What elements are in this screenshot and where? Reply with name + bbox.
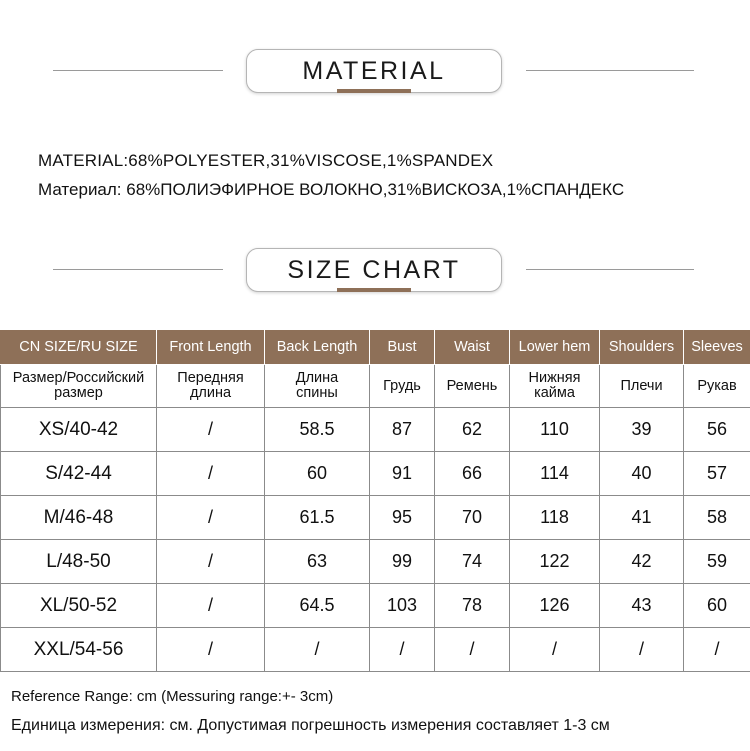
- cell-size: L/48-50: [1, 540, 157, 584]
- cell-sleeves: 57: [684, 452, 750, 496]
- cell-front-length: /: [157, 408, 265, 452]
- material-composition-ru: Материал: 68%ПОЛИЭФИРНОЕ ВОЛОКНО,31%ВИСКОЗА,1%СПАНДЕКС: [38, 180, 625, 199]
- measurement-unit-note: Единица измерения: см. Допустимая погрешность измерения составляет 1-3 см: [11, 717, 610, 734]
- cell-waist: /: [435, 628, 510, 672]
- cell-sleeves: 56: [684, 408, 750, 452]
- header-ru-sleeves: [684, 365, 750, 408]
- cell-waist: 78: [435, 584, 510, 628]
- cell-back-length: 60: [265, 452, 370, 496]
- cell-lower-hem: /: [510, 628, 600, 672]
- cell-front-length: /: [157, 628, 265, 672]
- cell-shoulders: 39: [600, 408, 684, 452]
- header-ru-line: Длина: [295, 370, 339, 386]
- cell-back-length: 58.5: [265, 408, 370, 452]
- header-size: CN SIZE/RU SIZE: [1, 330, 157, 365]
- cell-back-length: 61.5: [265, 496, 370, 540]
- header-front-length: Front Length: [157, 330, 265, 365]
- header-ru-line: Рукав: [697, 377, 737, 394]
- cell-back-length: 63: [265, 540, 370, 584]
- cell-bust: 95: [370, 496, 435, 540]
- table-row: [1, 540, 750, 584]
- header-ru-shoulders: [600, 365, 684, 408]
- cell-lower-hem: 114: [510, 452, 600, 496]
- header-ru-back-length: [265, 365, 370, 408]
- header-ru-line: длина: [189, 385, 232, 401]
- header-sleeves: Sleeves: [684, 330, 750, 365]
- header-back-length: Back Length: [265, 330, 370, 365]
- material-title: MATERIAL: [246, 49, 502, 93]
- header-shoulders: Shoulders: [600, 330, 684, 365]
- cell-bust: 99: [370, 540, 435, 584]
- cell-shoulders: /: [600, 628, 684, 672]
- material-header: [0, 49, 750, 109]
- cell-front-length: /: [157, 540, 265, 584]
- header-ru-line: Нижняя: [528, 370, 581, 386]
- header-ru-lower-hem: [510, 365, 600, 408]
- cell-bust: /: [370, 628, 435, 672]
- cell-lower-hem: 110: [510, 408, 600, 452]
- title-underline: [337, 89, 411, 93]
- header-ru-size: [1, 365, 157, 408]
- cell-waist: 66: [435, 452, 510, 496]
- header-ru-line: спины: [296, 385, 338, 401]
- cell-size: S/42-44: [1, 452, 157, 496]
- table-row: [1, 452, 750, 496]
- table-header-row-en: [1, 330, 750, 365]
- table-row: [1, 628, 750, 672]
- cell-bust: 91: [370, 452, 435, 496]
- header-ru-waist: [435, 365, 510, 408]
- cell-size: M/46-48: [1, 496, 157, 540]
- header-bust: Bust: [370, 330, 435, 365]
- cell-front-length: /: [157, 452, 265, 496]
- cell-sleeves: 60: [684, 584, 750, 628]
- header-ru-line: размер: [54, 385, 103, 401]
- size-chart-header: [0, 248, 750, 308]
- reference-range-note: Reference Range: cm (Messuring range:+- 3cm): [11, 688, 334, 705]
- cell-sleeves: 59: [684, 540, 750, 584]
- table-row: [1, 408, 750, 452]
- header-ru-line: Передняя: [177, 370, 244, 386]
- divider-line: [53, 70, 223, 71]
- cell-waist: 62: [435, 408, 510, 452]
- cell-lower-hem: 122: [510, 540, 600, 584]
- divider-line: [53, 269, 223, 270]
- size-chart-table: [0, 329, 750, 672]
- cell-front-length: /: [157, 584, 265, 628]
- cell-waist: 74: [435, 540, 510, 584]
- cell-shoulders: 43: [600, 584, 684, 628]
- cell-lower-hem: 118: [510, 496, 600, 540]
- cell-back-length: /: [265, 628, 370, 672]
- header-ru-line: Грудь: [383, 377, 421, 394]
- cell-shoulders: 40: [600, 452, 684, 496]
- size-chart-title: SIZE CHART: [246, 248, 502, 292]
- table-header-row-ru: [1, 365, 750, 408]
- cell-shoulders: 42: [600, 540, 684, 584]
- cell-shoulders: 41: [600, 496, 684, 540]
- header-ru-line: Плечи: [620, 377, 663, 394]
- header-ru-line: Ремень: [446, 377, 498, 394]
- cell-sleeves: /: [684, 628, 750, 672]
- header-ru-line: кайма: [534, 385, 575, 401]
- header-ru-line: Размер/Российский: [12, 370, 145, 386]
- cell-sleeves: 58: [684, 496, 750, 540]
- table-row: [1, 496, 750, 540]
- divider-line: [526, 269, 694, 270]
- cell-size: XXL/54-56: [1, 628, 157, 672]
- cell-back-length: 64.5: [265, 584, 370, 628]
- cell-bust: 87: [370, 408, 435, 452]
- cell-lower-hem: 126: [510, 584, 600, 628]
- cell-waist: 70: [435, 496, 510, 540]
- header-ru-front-length: [157, 365, 265, 408]
- cell-bust: 103: [370, 584, 435, 628]
- cell-size: XS/40-42: [1, 408, 157, 452]
- divider-line: [526, 70, 694, 71]
- table-row: [1, 584, 750, 628]
- header-waist: Waist: [435, 330, 510, 365]
- title-underline: [337, 288, 411, 292]
- cell-front-length: /: [157, 496, 265, 540]
- header-lower-hem: Lower hem: [510, 330, 600, 365]
- cell-size: XL/50-52: [1, 584, 157, 628]
- header-ru-bust: [370, 365, 435, 408]
- material-composition-en: MATERIAL:68%POLYESTER,31%VISCOSE,1%SPANDEX: [38, 151, 494, 170]
